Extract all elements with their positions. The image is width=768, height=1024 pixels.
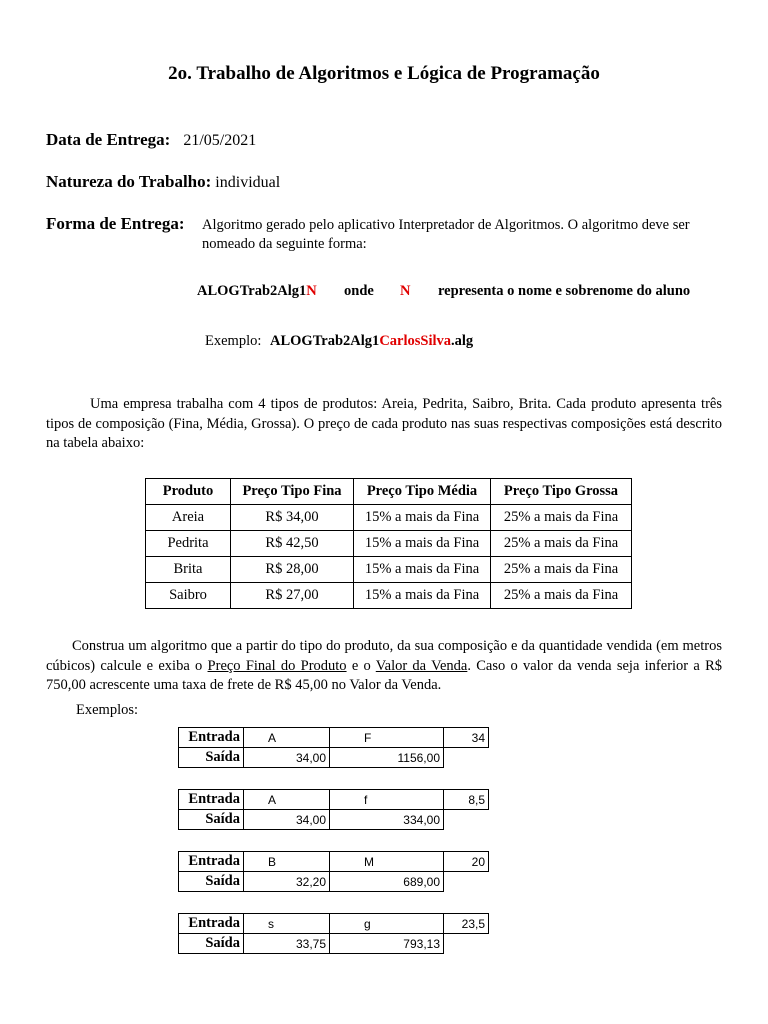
saida-valor: 689,00 [330, 872, 444, 892]
cell-fina: R$ 28,00 [231, 557, 354, 583]
cell-grossa: 25% a mais da Fina [491, 583, 632, 609]
natureza-value: individual [215, 174, 281, 191]
cell-media: 15% a mais da Fina [354, 557, 491, 583]
saida-valor: 1156,00 [330, 748, 444, 768]
entrada-row [179, 852, 489, 872]
cell-produto: Pedrita [146, 531, 231, 557]
cell-grossa: 25% a mais da Fina [491, 505, 632, 531]
saida-label: Saída [179, 810, 244, 830]
naming-prefix-text: ALOGTrab2Alg1 [197, 283, 307, 299]
exemplo-name: CarlosSilva [379, 333, 452, 349]
entrada-label: Entrada [179, 728, 244, 748]
data-entrega-row [46, 130, 256, 150]
exemplo-prefix: ALOGTrab2Alg1 [270, 333, 380, 349]
task-part2: e o [346, 657, 376, 674]
empty-cell [444, 934, 489, 954]
entrada-label: Entrada [179, 852, 244, 872]
intro-paragraph: Uma empresa trabalha com 4 tipos de produtos: Areia, Pedrita, Saibro, Brita. Cada produto apresenta três tipos de composição (Fina, Média, Grossa). O preço de cada produto nas suas respectivas composições está descrito na tabela abaixo: [46, 396, 722, 451]
entrada-label: Entrada [179, 914, 244, 934]
entrada-row [179, 790, 489, 810]
header-grossa: Preço Tipo Grossa [491, 479, 632, 505]
saida-preco: 33,75 [244, 934, 330, 954]
task-link2: Valor da Venda [375, 657, 468, 674]
entrada-label: Entrada [179, 790, 244, 810]
table-row [146, 505, 632, 531]
naming-onde: onde [344, 283, 374, 299]
saida-row [179, 810, 489, 830]
task-part1: Construa um algoritmo que a partir do tipo do produto, da sua composição e da quantidade vendida (em metros cúbicos) calcule e exiba o [46, 638, 722, 674]
empty-cell [444, 810, 489, 830]
price-table [145, 478, 632, 609]
entrada-quantidade: 34 [444, 728, 489, 748]
task-link1: Preço Final do Produto [207, 657, 347, 674]
cell-fina: R$ 27,00 [231, 583, 354, 609]
exemplo-line [205, 332, 473, 352]
entrada-quantidade: 23,5 [444, 914, 489, 934]
example-table [178, 789, 489, 830]
entrada-row [179, 914, 489, 934]
empty-cell [444, 872, 489, 892]
saida-preco: 32,20 [244, 872, 330, 892]
entrada-produto: A [244, 728, 330, 748]
cell-fina: R$ 34,00 [231, 505, 354, 531]
example-table [178, 727, 489, 768]
entrada-composicao: F [330, 728, 444, 748]
entrada-composicao: M [330, 852, 444, 872]
saida-valor: 334,00 [330, 810, 444, 830]
data-entrega-label: Data de Entrega: [46, 130, 171, 149]
forma-label: Forma de Entrega: [46, 214, 185, 233]
saida-preco: 34,00 [244, 810, 330, 830]
entrada-row [179, 728, 489, 748]
entrada-composicao: g [330, 914, 444, 934]
saida-label: Saída [179, 872, 244, 892]
table-row [146, 531, 632, 557]
saida-label: Saída [179, 748, 244, 768]
empty-cell [444, 748, 489, 768]
natureza-label: Natureza do Trabalho: [46, 172, 212, 191]
entrada-produto: B [244, 852, 330, 872]
cell-fina: R$ 42,50 [231, 531, 354, 557]
naming-desc: representa o nome e sobrenome do aluno [438, 283, 691, 299]
cell-media: 15% a mais da Fina [354, 505, 491, 531]
exemplo-label: Exemplo: [205, 333, 262, 349]
saida-row [179, 872, 489, 892]
naming-n: N [306, 283, 317, 299]
table-row [146, 583, 632, 609]
task-paragraph [46, 637, 722, 696]
cell-grossa: 25% a mais da Fina [491, 531, 632, 557]
saida-preco: 34,00 [244, 748, 330, 768]
header-produto: Produto [146, 479, 231, 505]
saida-valor: 793,13 [330, 934, 444, 954]
header-media: Preço Tipo Média [354, 479, 491, 505]
naming-prefix [197, 282, 317, 302]
data-entrega-value: 21/05/2021 [183, 132, 257, 149]
cell-grossa: 25% a mais da Fina [491, 557, 632, 583]
exemplo-ext: .alg [451, 333, 474, 349]
natureza-row [46, 172, 280, 192]
entrada-produto: A [244, 790, 330, 810]
forma-line1: Algoritmo gerado pelo aplicativo Interpretador de Algoritmos. O algoritmo deve ser [202, 217, 690, 233]
entrada-quantidade: 8,5 [444, 790, 489, 810]
cell-produto: Saibro [146, 583, 231, 609]
entrada-composicao: f [330, 790, 444, 810]
naming-n2: N [400, 283, 411, 299]
cell-media: 15% a mais da Fina [354, 583, 491, 609]
header-fina: Preço Tipo Fina [231, 479, 354, 505]
entrada-produto: s [244, 914, 330, 934]
exemplos-label: Exemplos: [76, 702, 139, 718]
page-title: 2o. Trabalho de Algoritmos e Lógica de Programação [168, 63, 600, 84]
example-table [178, 851, 489, 892]
saida-label: Saída [179, 934, 244, 954]
cell-produto: Brita [146, 557, 231, 583]
saida-row [179, 934, 489, 954]
table-row [146, 557, 632, 583]
cell-media: 15% a mais da Fina [354, 531, 491, 557]
entrada-quantidade: 20 [444, 852, 489, 872]
task-part3: . Caso o valor da venda seja inferior a R$ 750,00 acrescente uma taxa de frete de R$ 45,00 no Valor da Venda. [46, 657, 722, 693]
saida-row [179, 748, 489, 768]
price-table-header-row [146, 479, 632, 505]
example-table [178, 913, 489, 954]
forma-line2: nomeado da seguinte forma: [202, 236, 367, 252]
cell-produto: Areia [146, 505, 231, 531]
